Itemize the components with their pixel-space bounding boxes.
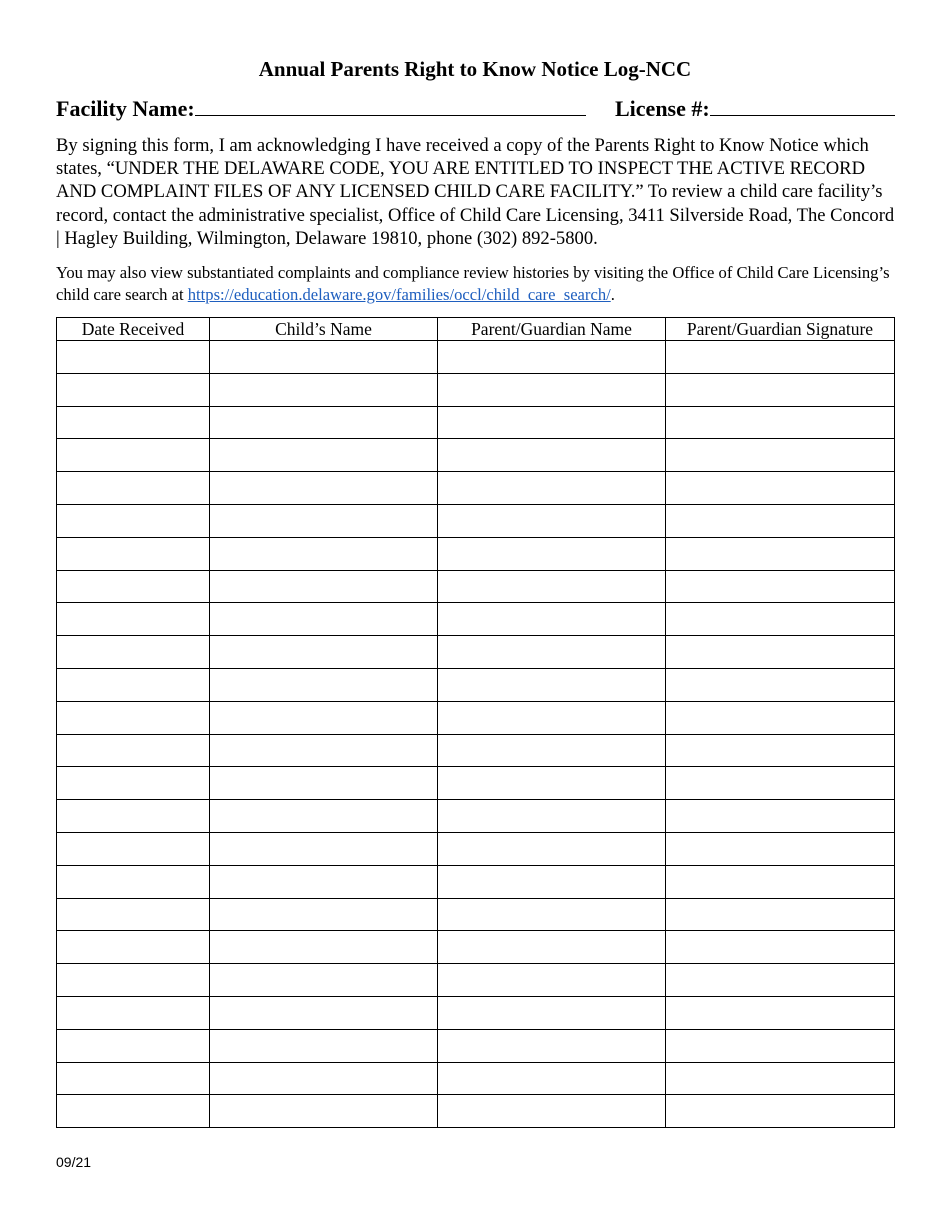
childs-name-cell[interactable] [210, 898, 438, 931]
date-received-cell[interactable] [57, 537, 210, 570]
date-received-cell[interactable] [57, 800, 210, 833]
date-received-cell[interactable] [57, 570, 210, 603]
parent-guardian-name-cell[interactable] [438, 439, 666, 472]
parent-guardian-signature-cell[interactable] [666, 406, 895, 439]
childs-name-cell[interactable] [210, 996, 438, 1029]
date-received-cell[interactable] [57, 1095, 210, 1128]
parent-guardian-name-cell[interactable] [438, 800, 666, 833]
parent-guardian-signature-cell[interactable] [666, 734, 895, 767]
childs-name-cell[interactable] [210, 341, 438, 374]
table-row [57, 734, 895, 767]
parent-guardian-signature-cell[interactable] [666, 1029, 895, 1062]
table-row [57, 1095, 895, 1128]
childs-name-cell[interactable] [210, 373, 438, 406]
facility-name-label: Facility Name: [56, 96, 195, 121]
facility-name-blank[interactable] [195, 95, 586, 116]
date-received-cell[interactable] [57, 504, 210, 537]
childs-name-cell[interactable] [210, 636, 438, 669]
child-care-search-link[interactable]: https://education.delaware.gov/families/occl/child_care_search/ [187, 285, 611, 304]
childs-name-cell[interactable] [210, 865, 438, 898]
table-row [57, 341, 895, 374]
date-received-cell[interactable] [57, 439, 210, 472]
parent-guardian-name-cell[interactable] [438, 865, 666, 898]
table-header-row [57, 318, 895, 341]
date-received-cell[interactable] [57, 931, 210, 964]
parent-guardian-name-cell[interactable] [438, 537, 666, 570]
parent-guardian-signature-cell[interactable] [666, 472, 895, 505]
parent-guardian-signature-cell[interactable] [666, 1095, 895, 1128]
table-row [57, 701, 895, 734]
parent-guardian-signature-cell[interactable] [666, 701, 895, 734]
childs-name-cell[interactable] [210, 800, 438, 833]
parent-guardian-name-cell[interactable] [438, 898, 666, 931]
parent-guardian-name-cell[interactable] [438, 636, 666, 669]
parent-guardian-signature-cell[interactable] [666, 767, 895, 800]
parent-guardian-name-cell[interactable] [438, 406, 666, 439]
facility-name-field[interactable] [56, 95, 586, 123]
childs-name-cell[interactable] [210, 439, 438, 472]
date-received-cell[interactable] [57, 898, 210, 931]
childs-name-cell[interactable] [210, 734, 438, 767]
column-header-parent-guardian-name: Parent/Guardian Name [438, 318, 666, 341]
table-row [57, 636, 895, 669]
date-received-cell[interactable] [57, 1062, 210, 1095]
date-received-cell[interactable] [57, 701, 210, 734]
table-row [57, 373, 895, 406]
childs-name-cell[interactable] [210, 1029, 438, 1062]
childs-name-cell[interactable] [210, 472, 438, 505]
parent-guardian-name-cell[interactable] [438, 701, 666, 734]
column-header-childs-name: Child’s Name [210, 318, 438, 341]
table-row [57, 1029, 895, 1062]
parent-guardian-signature-cell[interactable] [666, 439, 895, 472]
acknowledgement-paragraph: By signing this form, I am acknowledging I have received a copy of the Parents Right to Know Notice which states, “UNDER THE DELAWARE CODE, YOU ARE ENTITLED TO INSPECT THE ACTIVE RECORD AND COMPLAINT FILES OF ANY LICENSED CHILD CARE FACILITY.” To review a child care facility’s record, contact the administrative specialist, Office of Child Care Licensing, 3411 Silverside Road, The Concord | Hagley Building, Wilmington, Delaware 19810, phone (302) 892-5800. [56, 135, 895, 249]
table-row [57, 964, 895, 997]
parent-guardian-signature-cell[interactable] [666, 341, 895, 374]
table-row [57, 472, 895, 505]
childs-name-cell[interactable] [210, 1062, 438, 1095]
parent-guardian-signature-cell[interactable] [666, 964, 895, 997]
parent-guardian-signature-cell[interactable] [666, 800, 895, 833]
parent-guardian-name-cell[interactable] [438, 1062, 666, 1095]
parent-guardian-name-cell[interactable] [438, 767, 666, 800]
table-row [57, 865, 895, 898]
date-received-cell[interactable] [57, 767, 210, 800]
table-row [57, 668, 895, 701]
parent-guardian-name-cell[interactable] [438, 341, 666, 374]
header-fields [56, 95, 896, 123]
table-row [57, 603, 895, 636]
parent-guardian-name-cell[interactable] [438, 504, 666, 537]
childs-name-cell[interactable] [210, 504, 438, 537]
parent-guardian-name-cell[interactable] [438, 373, 666, 406]
parent-guardian-signature-cell[interactable] [666, 603, 895, 636]
table-row [57, 996, 895, 1029]
parent-guardian-signature-cell[interactable] [666, 1062, 895, 1095]
parent-guardian-signature-cell[interactable] [666, 373, 895, 406]
date-received-cell[interactable] [57, 472, 210, 505]
parent-guardian-name-cell[interactable] [438, 996, 666, 1029]
parent-guardian-signature-cell[interactable] [666, 636, 895, 669]
table-body [57, 341, 895, 1128]
table-row [57, 898, 895, 931]
childs-name-cell[interactable] [210, 603, 438, 636]
date-received-cell[interactable] [57, 1029, 210, 1062]
childs-name-cell[interactable] [210, 570, 438, 603]
parent-guardian-name-cell[interactable] [438, 472, 666, 505]
table-row [57, 832, 895, 865]
date-received-cell[interactable] [57, 603, 210, 636]
childs-name-cell[interactable] [210, 406, 438, 439]
childs-name-cell[interactable] [210, 668, 438, 701]
parent-guardian-signature-cell[interactable] [666, 504, 895, 537]
parent-guardian-signature-cell[interactable] [666, 996, 895, 1029]
date-received-cell[interactable] [57, 964, 210, 997]
parent-guardian-signature-cell[interactable] [666, 570, 895, 603]
date-received-cell[interactable] [57, 636, 210, 669]
childs-name-cell[interactable] [210, 701, 438, 734]
parent-guardian-signature-cell[interactable] [666, 931, 895, 964]
column-header-parent-guardian-signature: Parent/Guardian Signature [666, 318, 895, 341]
parent-guardian-name-cell[interactable] [438, 832, 666, 865]
revision-date: 09/21 [56, 1154, 92, 1170]
table-row [57, 406, 895, 439]
parent-guardian-signature-cell[interactable] [666, 537, 895, 570]
childs-name-cell[interactable] [210, 964, 438, 997]
table-row [57, 800, 895, 833]
date-received-cell[interactable] [57, 406, 210, 439]
table-row [57, 767, 895, 800]
parent-guardian-name-cell[interactable] [438, 668, 666, 701]
childs-name-cell[interactable] [210, 767, 438, 800]
parent-guardian-name-cell[interactable] [438, 570, 666, 603]
childs-name-cell[interactable] [210, 832, 438, 865]
search-info-period: . [610, 285, 615, 304]
license-number-field[interactable] [615, 95, 895, 123]
childs-name-cell[interactable] [210, 537, 438, 570]
search-info-text: You may also view substantiated complaints and compliance review histories by visiting the Office of Child Care Licensing’s child care search at [56, 263, 890, 304]
parent-guardian-signature-cell[interactable] [666, 865, 895, 898]
table-row [57, 931, 895, 964]
table-row [57, 1062, 895, 1095]
parent-guardian-name-cell[interactable] [438, 734, 666, 767]
parent-guardian-signature-cell[interactable] [666, 668, 895, 701]
childs-name-cell[interactable] [210, 1095, 438, 1128]
date-received-cell[interactable] [57, 832, 210, 865]
date-received-cell[interactable] [57, 373, 210, 406]
date-received-cell[interactable] [57, 865, 210, 898]
table-row [57, 570, 895, 603]
parent-guardian-name-cell[interactable] [438, 964, 666, 997]
license-number-label: License #: [615, 96, 710, 121]
search-info-paragraph [56, 262, 896, 306]
column-header-date-received: Date Received [57, 318, 210, 341]
date-received-cell[interactable] [57, 341, 210, 374]
parent-guardian-name-cell[interactable] [438, 603, 666, 636]
license-number-blank[interactable] [710, 95, 895, 116]
table-row [57, 439, 895, 472]
parent-guardian-signature-cell[interactable] [666, 898, 895, 931]
parent-guardian-name-cell[interactable] [438, 1029, 666, 1062]
form-title: Annual Parents Right to Know Notice Log-NCC [258, 57, 692, 81]
childs-name-cell[interactable] [210, 931, 438, 964]
date-received-cell[interactable] [57, 996, 210, 1029]
table-row [57, 504, 895, 537]
parent-guardian-signature-cell[interactable] [666, 832, 895, 865]
parent-guardian-name-cell[interactable] [438, 931, 666, 964]
date-received-cell[interactable] [57, 734, 210, 767]
table-row [57, 537, 895, 570]
parent-guardian-name-cell[interactable] [438, 1095, 666, 1128]
date-received-cell[interactable] [57, 668, 210, 701]
signature-log-table [56, 317, 895, 1128]
